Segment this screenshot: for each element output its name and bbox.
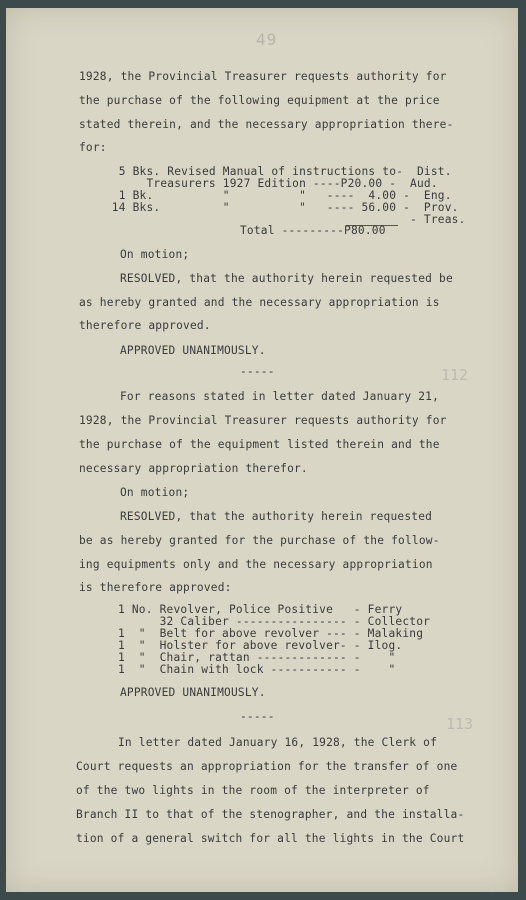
total-line: Total ---------P80.00	[240, 224, 386, 237]
body-line: Court requests an appropriation for the transfer of one	[76, 760, 458, 773]
equipment-item: 1 " Chair, rattan ------------- - "	[118, 651, 396, 664]
document-page	[6, 8, 518, 892]
equipment-item: 32 Caliber ---------------- - Collector	[118, 615, 431, 628]
body-line: necessary appropriation therefor.	[79, 462, 308, 475]
page-number: 49	[256, 30, 278, 49]
body-line: Branch II to that of the stenographer, and the installa-	[76, 808, 465, 821]
equipment-table-row: 5 Bks. Revised Manual of instructions to- Dist.	[91, 165, 452, 178]
separator: -----	[240, 365, 275, 378]
body-line: 1928, the Provincial Treasurer requests authority for	[79, 70, 447, 83]
body-line: For reasons stated in letter dated January 21,	[120, 390, 440, 403]
margin-note: 113	[446, 715, 474, 733]
motion-line: On motion;	[120, 486, 190, 499]
resolution-line: RESOLVED, that the authority herein requested	[120, 510, 433, 523]
resolution-line: RESOLVED, that the authority herein requested be	[120, 272, 453, 285]
equipment-table-row: - Treas.	[91, 213, 466, 226]
body-line: stated therein, and the necessary appropriation there-	[79, 118, 454, 131]
body-line: of the two lights in the room of the interpreter of	[76, 784, 430, 797]
equipment-item: 1 " Belt for above revolver --- - Malaking	[118, 627, 424, 640]
body-line: the purchase of the equipment listed therein and the	[79, 438, 440, 451]
motion-line: On motion;	[120, 248, 190, 261]
resolution-line: therefore approved.	[79, 319, 211, 332]
approval-line: APPROVED UNANIMOUSLY.	[120, 344, 266, 357]
resolution-line: ing equipments only and the necessary appropriation	[79, 558, 433, 571]
equipment-item: 1 " Holster for above revolver- - Ilog.	[118, 639, 403, 652]
margin-note: 112	[441, 366, 469, 384]
equipment-item: 1 " Chain with lock ----------- - "	[118, 663, 396, 676]
resolution-line: is therefore approved:	[79, 581, 232, 594]
body-line: tion of a general switch for all the lights in the Court	[76, 832, 465, 845]
equipment-table-row: 14 Bks. " " ---- 56.00 - Prov.	[91, 201, 459, 214]
equipment-item: 1 No. Revolver, Police Positive - Ferry	[118, 603, 403, 616]
separator: -----	[240, 710, 275, 723]
body-line: for:	[79, 141, 107, 154]
approval-line: APPROVED UNANIMOUSLY.	[120, 686, 266, 699]
body-line: 1928, the Provincial Treasurer requests authority for	[79, 414, 447, 427]
body-line: In letter dated January 16, 1928, the Clerk of	[118, 736, 438, 749]
equipment-table-row: Treasurers 1927 Edition ----P20.00 - Aud.	[91, 177, 438, 190]
resolution-line: be as hereby granted for the purchase of the follow-	[79, 534, 440, 547]
resolution-line: as hereby granted and the necessary appropriation is	[79, 296, 440, 309]
equipment-table-row: 1 Bk. " " ---- 4.00 - Eng.	[91, 189, 452, 202]
body-line: the purchase of the following equipment at the price	[79, 94, 440, 107]
